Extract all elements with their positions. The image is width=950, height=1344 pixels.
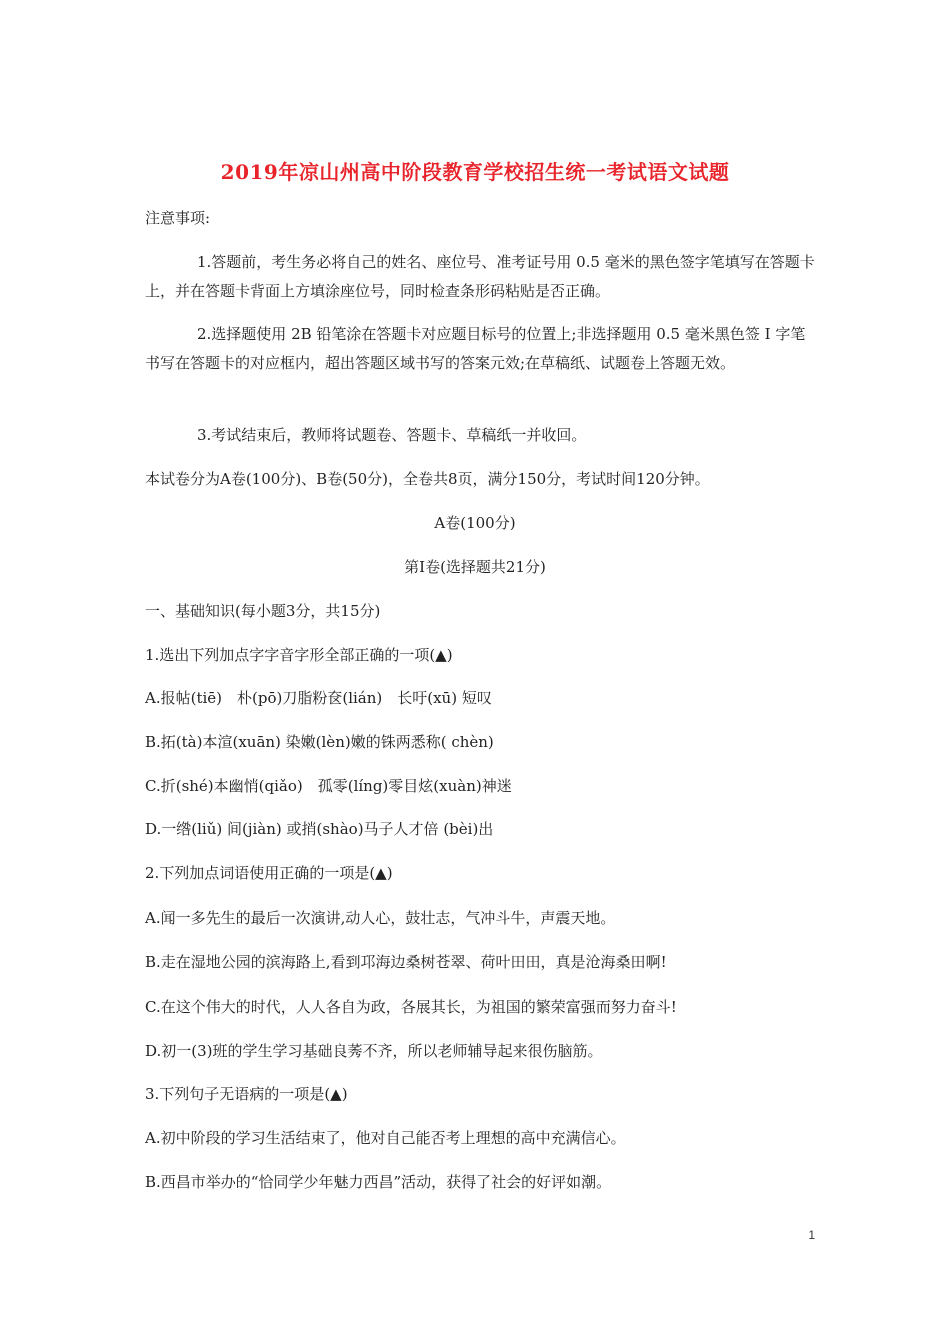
question-1-option-c: C.折(shé)本幽悄(qiǎo) 孤零(líng)零目炫(xuàn)神迷 bbox=[145, 777, 512, 795]
question-1-option-d: D.一绺(liǔ) 间(jiàn) 或捎(shào)马子人才倍 (bèi)出 bbox=[145, 820, 494, 838]
section-a-heading: A卷(100分) bbox=[434, 514, 516, 532]
question-2-option-a: A.闻一多先生的最后一次演讲,动人心，鼓壮志，气冲斗牛，声震天地。 bbox=[145, 909, 616, 927]
notice-item-2: 2.选择题使用 2B 铅笔涂在答题卡对应题目标号的位置上;非选择题用 0.5 毫米黑色签 I 字笔书写在答题卡的对应框内，超出答题区域书写的答案元效;在草稿纸、试题卷上答题无效。 bbox=[145, 325, 806, 372]
notice-item-3: 3.考试结束后，教师将试题卷、答题卡、草稿纸一并收回。 bbox=[197, 426, 587, 444]
question-1-option-b: B.拓(tà)本渲(xuān) 染嫩(lèn)嫩的铢两悉称( chèn) bbox=[145, 733, 494, 751]
question-1-option-a: A.报帖(tiē) 朴(pō)刀脂粉奁(lián) 长吁(xū) 短叹 bbox=[145, 689, 492, 707]
page-number: 1 bbox=[808, 1228, 815, 1242]
question-2-option-c: C.在这个伟大的时代，人人各自为政，各展其长，为祖国的繁荣富强而努力奋斗! bbox=[145, 998, 677, 1016]
basic-knowledge-heading: 一、基础知识(每小题3分，共15分) bbox=[145, 602, 381, 620]
question-3-option-b: B.西昌市举办的“恰同学少年魅力西昌”活动，获得了社会的好评如潮。 bbox=[145, 1173, 612, 1191]
question-2-option-d: D.初一(3)班的学生学习基础良莠不齐，所以老师辅导起来很伤脑筋。 bbox=[145, 1042, 603, 1060]
notice-item-1: 1.答题前，考生务必将自己的姓名、座位号、准考证号用 0.5 毫米的黑色签字笔填写在答题卡上，并在答题卡背面上方填涂座位号，同时检查条形码粘贴是否正确。 bbox=[145, 253, 815, 300]
exam-summary: 本试卷分为A卷(100分)、B卷(50分)，全卷共8页，满分150分，考试时间120分钟。 bbox=[145, 470, 710, 488]
question-3-option-a: A.初中阶段的学习生活结束了，他对自己能否考上理想的高中充满信心。 bbox=[145, 1129, 626, 1147]
notice-heading: 注意事项: bbox=[145, 209, 211, 227]
question-2-option-b: B.走在湿地公园的滨海路上,看到邛海边桑树苍翠、荷叶田田，真是沧海桑田啊! bbox=[145, 953, 667, 971]
question-2-stem: 2.下列加点词语使用正确的一项是(▲) bbox=[145, 864, 393, 882]
part-one-heading: 第Ⅰ卷(选择题共21分) bbox=[404, 558, 546, 576]
question-3-stem: 3.下列句子无语病的一项是(▲) bbox=[145, 1085, 348, 1103]
page-title: 2019年凉山州高中阶段教育学校招生统一考试语文试题 bbox=[220, 160, 730, 184]
question-1-stem: 1.选出下列加点字字音字形全部正确的一项(▲) bbox=[145, 646, 453, 664]
